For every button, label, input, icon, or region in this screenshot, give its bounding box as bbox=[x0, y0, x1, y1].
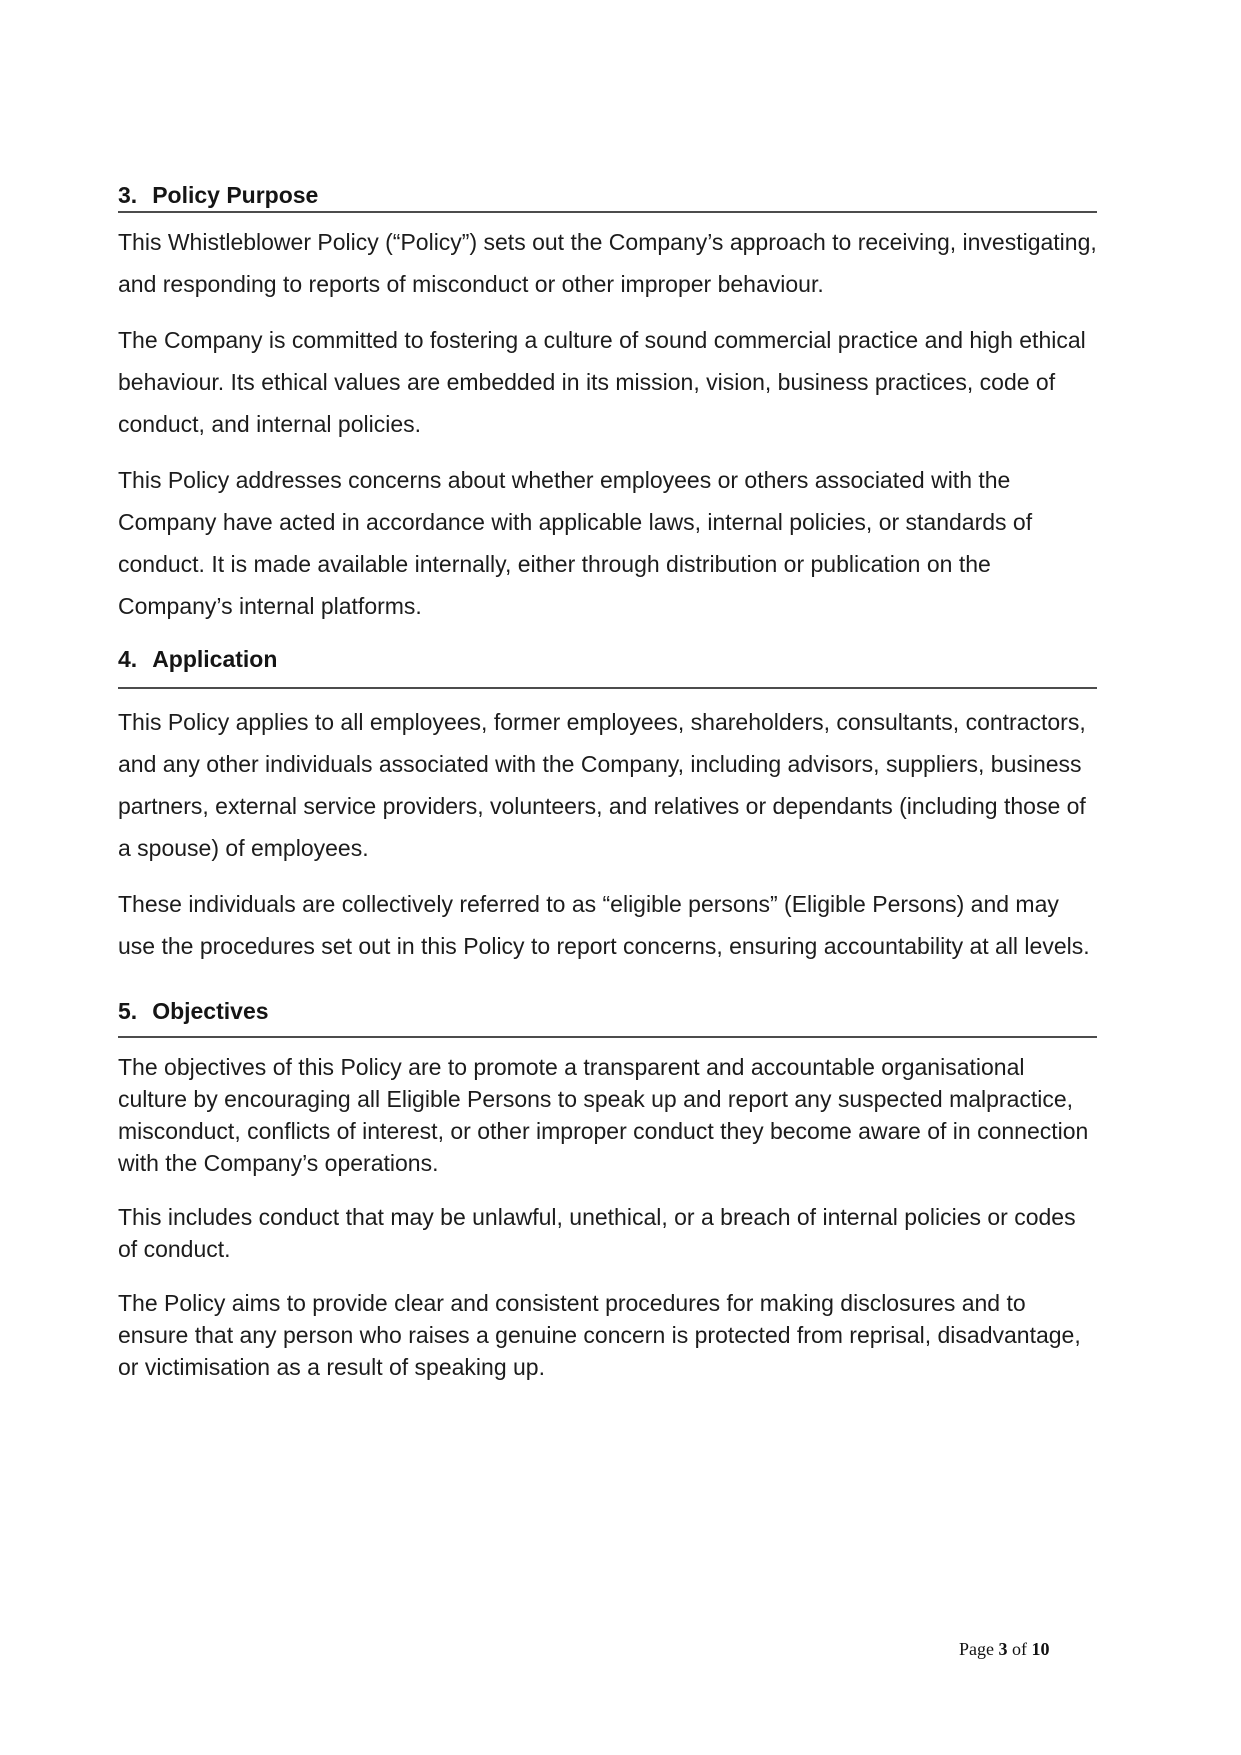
page-of-label: of bbox=[1012, 1639, 1027, 1659]
section-heading bbox=[118, 997, 1097, 1038]
paragraph: The Policy aims to provide clear and consistent procedures for making disclosures and to ensure that any person who raises a genuine concern is protected from reprisal, disadvantage, or victimisation as a result of speaking up. bbox=[118, 1290, 1081, 1380]
paragraph: This Policy addresses concerns about whether employees or others associated with the Company have acted in accordance with applicable laws, internal policies, or standards of conduct. It is made available internally, either through distribution or publication on the Company’s internal platforms. bbox=[118, 467, 1033, 619]
heading-title: Application bbox=[152, 646, 278, 672]
paragraph: This Whistleblower Policy (“Policy”) sets out the Company’s approach to receiving, investigating, and responding to reports of misconduct or other improper behaviour. bbox=[118, 229, 1097, 297]
section-objectives bbox=[118, 997, 1097, 1383]
paragraph: The objectives of this Policy are to promote a transparent and accountable organisational culture by encouraging all Eligible Persons to speak up and report any suspected malpractice, misconduct, conflicts of interest, or other improper conduct they become aware of in connection with the Company’s operations. bbox=[118, 1054, 1089, 1176]
paragraph: These individuals are collectively referred to as “eligible persons” (Eligible Persons) and may use the procedures set out in this Policy to report concerns, ensuring accountability at all levels. bbox=[118, 891, 1090, 959]
document-body bbox=[118, 181, 1097, 1383]
section-heading bbox=[118, 645, 1097, 689]
paragraph: The Company is committed to fostering a culture of sound commercial practice and high ethical behaviour. Its ethical values are embedded in its mission, vision, business practices, code of conduct, and internal policies. bbox=[118, 327, 1086, 437]
page-total: 10 bbox=[1031, 1639, 1050, 1659]
heading-number: 3. bbox=[118, 182, 138, 208]
heading-number: 4. bbox=[118, 646, 138, 672]
section-policy-purpose bbox=[118, 181, 1097, 627]
page-number: 3 bbox=[998, 1639, 1008, 1659]
page-footer bbox=[959, 1639, 1050, 1660]
paragraph: This includes conduct that may be unlawful, unethical, or a breach of internal policies or codes of conduct. bbox=[118, 1204, 1076, 1262]
page-label: Page bbox=[959, 1639, 994, 1659]
heading-title: Policy Purpose bbox=[152, 182, 319, 208]
heading-number: 5. bbox=[118, 998, 138, 1024]
section-heading bbox=[118, 181, 1097, 213]
paragraph: This Policy applies to all employees, former employees, shareholders, consultants, contractors, and any other individuals associated with the Company, including advisors, suppliers, business partners, external service providers, volunteers, and relatives or dependants (including those of a spouse) of employees. bbox=[118, 709, 1086, 861]
section-application bbox=[118, 645, 1097, 967]
heading-title: Objectives bbox=[152, 998, 269, 1024]
